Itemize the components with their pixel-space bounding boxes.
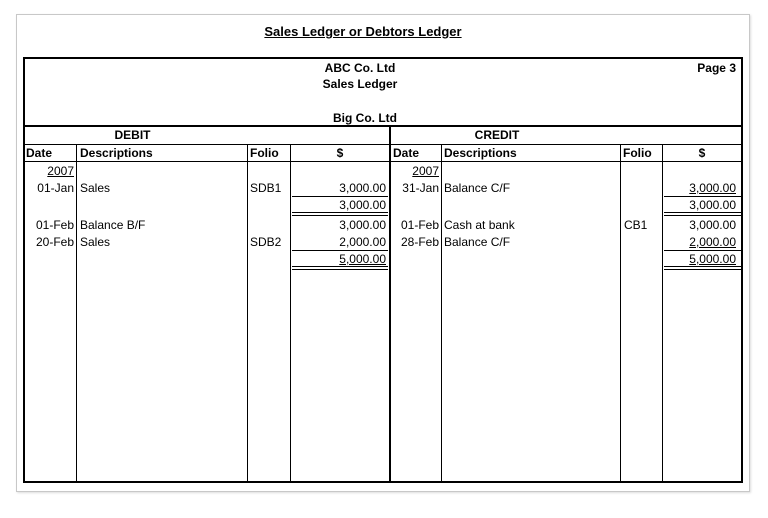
debit-row-date: 20-Feb (35, 235, 74, 249)
debit-total-line (292, 250, 388, 251)
debit-row-date: 01-Feb (35, 218, 74, 232)
credit-row-amount: 2,000.00 (689, 235, 736, 249)
ledger-left-border (23, 57, 25, 483)
credit-row-amount: 3,000.00 (689, 181, 736, 195)
ledger-top-border (23, 57, 743, 59)
credit-label: CREDIT (474, 128, 520, 142)
debit-desc-col-line (247, 144, 248, 483)
credit-date-col-line (441, 144, 442, 483)
debit-year: 2007 (47, 164, 74, 178)
credit-subtotal-double-line (664, 215, 741, 216)
ledger-bottom-border (23, 481, 743, 483)
credit-row-date: 31-Jan (402, 181, 439, 195)
credit-row-desc: Balance C/F (444, 235, 511, 249)
debit-total-double-line (292, 269, 388, 270)
debit-col-descriptions: Descriptions (80, 146, 153, 160)
page-number: Page 3 (697, 61, 736, 75)
debit-total-amount: 5,000.00 (339, 252, 386, 266)
debit-total-double-line (292, 266, 388, 267)
credit-row-desc: Cash at bank (444, 218, 515, 232)
credit-subtotal-line (664, 196, 741, 197)
debit-folio-col-line (290, 144, 291, 483)
debit-row-folio: SDB1 (250, 181, 282, 195)
debit-subtotal-double-line (292, 212, 388, 213)
debit-date-col-line (76, 144, 77, 483)
debit-row-date: 01-Jan (37, 181, 74, 195)
credit-desc-col-line (620, 144, 621, 483)
credit-row-amount: 3,000.00 (689, 218, 736, 232)
debit-col-date: Date (26, 146, 53, 160)
side-label-divider (23, 144, 743, 145)
credit-total-amount: 5,000.00 (689, 252, 736, 266)
credit-subtotal-amount: 3,000.00 (689, 198, 736, 212)
debit-row-desc: Balance B/F (80, 218, 146, 232)
debit-credit-divider (389, 125, 391, 483)
credit-row-date: 01-Feb (400, 218, 439, 232)
credit-col-descriptions: Descriptions (444, 146, 517, 160)
debit-row-amount: 3,000.00 (339, 181, 386, 195)
debit-subtotal-amount: 3,000.00 (339, 198, 386, 212)
debit-row-folio: SDB2 (250, 235, 282, 249)
credit-col-amount: $ (698, 146, 706, 160)
company-name: ABC Co. Ltd (324, 61, 396, 75)
debit-row-desc: Sales (80, 235, 111, 249)
credit-row-date: 28-Feb (400, 235, 439, 249)
debit-row-desc: Sales (80, 181, 111, 195)
debit-subtotal-line (292, 196, 388, 197)
ledger-right-border (741, 57, 743, 483)
page-title: Sales Ledger or Debtors Ledger (264, 24, 462, 39)
debit-row-amount: 3,000.00 (339, 218, 386, 232)
ledger-name: Sales Ledger (322, 77, 398, 91)
credit-col-date: Date (393, 146, 420, 160)
debit-label: DEBIT (114, 128, 151, 142)
account-name: Big Co. Ltd (333, 111, 397, 125)
column-header-divider (23, 161, 743, 162)
credit-total-double-line (664, 266, 741, 267)
header-divider (23, 125, 743, 127)
credit-row-folio: CB1 (624, 218, 648, 232)
debit-col-amount: $ (336, 146, 344, 160)
debit-row-amount: 2,000.00 (339, 235, 386, 249)
credit-year: 2007 (412, 164, 439, 178)
credit-folio-col-line (662, 144, 663, 483)
credit-total-double-line (664, 269, 741, 270)
credit-col-folio: Folio (623, 146, 652, 160)
credit-row-desc: Balance C/F (444, 181, 511, 195)
credit-total-line (664, 250, 741, 251)
debit-col-folio: Folio (250, 146, 279, 160)
credit-subtotal-double-line (664, 212, 741, 213)
debit-subtotal-double-line (292, 215, 388, 216)
